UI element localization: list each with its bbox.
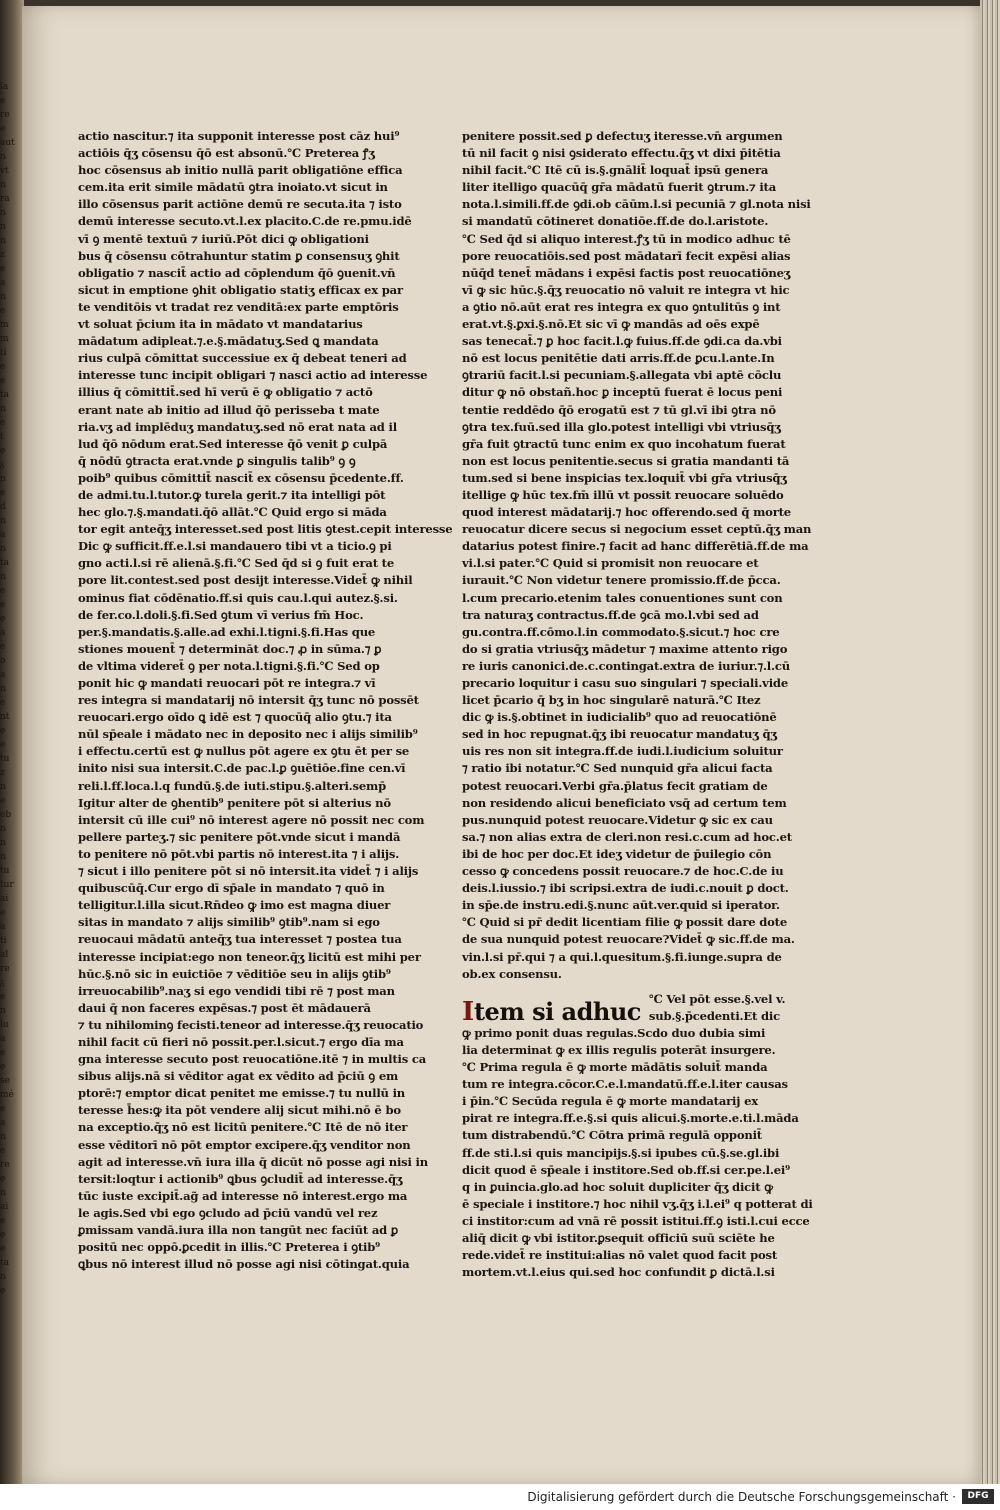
text-line: precario loquitur i casu suo singulari ⁊ speciali.vide xyxy=(462,676,788,690)
text-line: bus q̄ cōsensu cōtrahuntur statim ꝑ consensuʒ ꝯhit xyxy=(78,248,400,263)
text-line: non residendo alicui beneficiato vsq̄ ad certum tem xyxy=(462,795,787,810)
section-heading: tem si adhuc xyxy=(473,996,641,1026)
text-line: n xyxy=(0,1132,6,1142)
text-line: e xyxy=(0,796,6,806)
text-line: ꝗbus nō interest illud nō posse agi nisi cōtingat.quia xyxy=(78,1257,410,1272)
text-line: positū nec oppō.ꝑcedit in illis.℃ Preterea i ꝯtib⁹ xyxy=(78,1240,381,1255)
text-line: illo cōsensus parit actiōne demū re secuta.ita ⁊ isto xyxy=(78,197,402,212)
text-line: e xyxy=(0,698,6,708)
text-line: licet p̄cario q̄ bʒ in hoc singularē naturā.℃ Itez xyxy=(462,693,761,708)
text-line: nihil facit cū fieri nō possit.per.l.sicut.⁊ ergo dīa ma xyxy=(78,1034,404,1049)
text-line: ibi de hoc per doc.Et ideʒ videtur de p̄uilegio cōn xyxy=(462,846,772,861)
text-line: poib⁹ quibus cōmittit̄ nascit̄ ex cōsensu p̄cedente.ff. xyxy=(78,470,404,485)
text-line: quod interest mādatarij.⁊ hoc offerendo.sed q̄ morte xyxy=(462,505,791,520)
text-line: e xyxy=(0,600,6,610)
text-line: e xyxy=(0,124,6,134)
text-line: ditur ꝙ nō obstañ.hoc ꝑ inceptū fuerat ē locus peni xyxy=(462,385,783,400)
section-heading-row xyxy=(462,991,786,1027)
text-line: gu.contra.ff.cōmo.l.in commodato.§.sicut.⁊ hoc cre xyxy=(462,624,780,639)
text-line: t xyxy=(0,432,4,442)
text-line: re xyxy=(0,1160,10,1170)
text-line: a xyxy=(0,530,6,540)
text-line: tum re integra.cōcor.C.e.l.mandatū.ff.e.l.iter causas xyxy=(462,1077,788,1092)
text-line: n xyxy=(0,838,6,848)
text-line: e xyxy=(0,614,6,624)
text-line: sibus alijs.nā si vēditor agat ex vēdito ad p̄ciū ꝯ em xyxy=(78,1069,399,1084)
text-line: sitas in mandato ⁊ alijs similib⁹ ꝯtib⁹.nam si ego xyxy=(78,915,380,930)
text-line: hoc cōsensus ab initio nullā parit obligatiōne effica xyxy=(78,163,403,178)
text-line: i p̄in.℃ Secūda regula ē ꝙ morte mandatarij ex xyxy=(462,1094,758,1109)
text-line: rede.videt̄ re institui:alias nō valet quod facit post xyxy=(462,1248,778,1263)
text-line: tur xyxy=(0,880,14,890)
text-line: uis res non sit integra.ff.de iudi.l.iudicium soluitur xyxy=(462,744,783,759)
text-line: de fer.co.l.doli.§.fi.Sed ꝯtum vī verius fm̄ Hoc. xyxy=(78,607,364,622)
text-line: n xyxy=(0,824,6,834)
text-line: re xyxy=(0,110,10,120)
book-fore-edge xyxy=(980,0,1000,1484)
text-line: si mandatū cōtineret donatiōe.ff.de do.l.aristote. xyxy=(462,214,769,229)
text-line: ta xyxy=(0,558,9,568)
text-line: aliq̄ dicit ꝙ vbi istitor.ꝑsequit officiū suū sciēte he xyxy=(462,1231,775,1245)
text-line: demū interesse secuto.vt.l.ex placito.C.de re.pmu.idē xyxy=(78,214,412,229)
text-line: do si gratia vtriusq̄ʒ mādetur ⁊ maxime attento rigo xyxy=(462,641,788,656)
text-line: mé xyxy=(0,1090,14,1100)
text-line: re xyxy=(0,964,10,974)
text-line: ⁊ tu nihilominꝯ fecisti.teneor ad interesse.q̄ʒ reuocatio xyxy=(78,1017,424,1032)
text-line: reuocatur dicere secus si negocium esset ceptū.q̄ʒ man xyxy=(462,522,812,537)
text-line: e xyxy=(0,586,6,596)
text-line: tu xyxy=(0,866,10,876)
text-line: d xyxy=(0,502,6,512)
text-line: to penitere nō pōt.vbi partis nō interest.ita ⁊ i alijs. xyxy=(78,846,400,861)
text-line: ra xyxy=(0,194,10,204)
text-line: de sua nunquid potest reuocare?Videt̄ ꝙ sic.ff.de ma. xyxy=(462,932,795,947)
digitization-footer xyxy=(0,1484,1000,1510)
text-line: nihil facit.℃ Itē cū is.§.gnālit̄ loquat̄ ipsū genera xyxy=(462,163,769,178)
text-line: a xyxy=(0,628,6,638)
text-line: actio nascitur.⁊ ita supponit interesse post cāz hui⁹ xyxy=(78,129,400,143)
text-line: m xyxy=(0,334,9,344)
text-line: datarius potest finire.⁊ facit ad hanc differētiā.ff.de ma xyxy=(462,539,809,554)
text-line: lud q̄ō nōdum erat.Sed interesse q̄ō venit ꝑ culpā xyxy=(78,436,388,451)
text-line: e xyxy=(0,1216,6,1226)
text-line: e xyxy=(0,1104,6,1114)
text-line: ꝑmissam vandā.iura illa non tangūt nec faciūt ad ꝑ xyxy=(78,1223,399,1237)
text-line: a xyxy=(0,1034,6,1044)
text-line: agit ad interesse.vn̄ iura illa q̄ dicūt nō posse agi nisi in xyxy=(78,1154,428,1169)
text-line: ℃ Quid si pr̄ dedit licentiam filie ꝙ possit dare dote xyxy=(462,915,788,930)
text-line: dicit quod ē sp̄eale i institore.Sed ob.ff.si cer.pe.l.ei⁹ xyxy=(462,1162,790,1177)
text-line: tu xyxy=(0,754,10,764)
text-line: nota.l.simili.ff.de ꝯdi.ob cāūm.l.si pecuniā ⁊ gl.nota nisi xyxy=(462,197,811,212)
text-line: e xyxy=(0,992,6,1002)
text-line: pellere parteʒ.⁊ sic penitere pōt.vnde sicut i mandā xyxy=(78,829,401,844)
text-line: z xyxy=(0,250,5,260)
text-line: pus.nunquid potest reuocare.Videtur ꝙ sic ex cau xyxy=(462,812,773,827)
text-line: ꝯtra tex.fuū.sed illa glo.potest intelligi vbi vtriusq̄ʒ xyxy=(462,419,781,434)
text-line: daui q̄ non faceres expēsas.⁊ post ēt mādauerā xyxy=(78,1000,371,1015)
text-line: i effectu.certū est ꝙ nullus pōt agere ex ꝯtu ēt per se xyxy=(78,744,410,759)
dfg-logo: DFG xyxy=(962,1489,994,1504)
text-line: pore lit.contest.sed post desijt interesse.Videt̄ ꝙ nihil xyxy=(78,573,413,588)
text-line: n xyxy=(0,222,6,232)
text-line: telligitur.l.illa sicut.Rn̄deo ꝙ imo est magna diuer xyxy=(78,898,391,913)
text-line: ꝙ primo ponit duas regulas.Scdo duo dubia simi xyxy=(462,1025,766,1040)
text-line: obligatio ⁊ nascit̄ actio ad cōplendum q̄ō ꝯuenit.vn̄ xyxy=(78,265,396,280)
text-line: Dic ꝙ sufficit.ff.e.l.si mandauero tibi vt a ticio.ꝯ pi xyxy=(78,539,392,554)
text-line: n xyxy=(0,1188,6,1198)
text-line: e xyxy=(0,418,6,428)
text-line: l.cum precario.etenim tales conuentiones sunt con xyxy=(462,590,783,605)
text-line: pore reuocatiōis.sed post mādatarī fecit expēsi alias xyxy=(462,248,791,263)
text-line: e xyxy=(0,726,6,736)
text-line: re iuris canonici.de.c.contingat.extra de iuriur.⁊.l.cū xyxy=(462,658,790,673)
text-line: hūc.§.nō sic in euictiōe ⁊ vēditiōe seu in alijs ꝯtib⁹ xyxy=(78,966,391,981)
text-line: na exceptio.q̄ʒ nō est licitū penitere.℃ Itē de nō iter xyxy=(78,1120,408,1135)
text-line: irreuocabilib⁹.naʒ si ego vendidi tibi rē ⁊ post man xyxy=(78,983,395,998)
previous-page-margin-text xyxy=(0,80,22,1310)
right-column-top-text xyxy=(462,128,812,983)
text-line: ti xyxy=(0,348,7,358)
rubricated-initial: I xyxy=(462,996,474,1027)
text-line: ti xyxy=(0,936,7,946)
text-line: interesse tunc incipit obligari ⁊ nasci actio ad interesse xyxy=(78,368,428,383)
text-line: a xyxy=(0,1118,6,1128)
text-line: le agis.Sed vbi ego ꝯcludo ad p̄ciū vandū vel rez xyxy=(78,1205,378,1220)
text-line: penitere possit.sed ꝑ defectuʒ iteresse.vn̄ argumen xyxy=(462,129,783,143)
text-line: e xyxy=(0,908,6,918)
text-line: vt xyxy=(0,166,9,176)
heading-side-text xyxy=(649,991,785,1025)
text-line: vī ꝯ mentē textuū ⁊ iuriū.Pōt dici ꝙ obligationi xyxy=(78,231,369,246)
text-line: tum.sed si bene inspicias tex.loquit̄ vbi gr̄a vtriusq̄ʒ xyxy=(462,470,787,485)
text-line: gno acti.l.si rē alienā.§.fi.℃ Sed q̄d si ꝯ fuit erat te xyxy=(78,556,395,571)
text-line: a xyxy=(0,670,6,680)
text-line: vin.l.si pr̄.qui ⁊ a qui.l.quesitum.§.fi.iunge.supra de xyxy=(462,949,782,964)
text-line: ta xyxy=(0,390,9,400)
text-line: nt xyxy=(0,712,10,722)
text-line: e xyxy=(0,376,6,386)
right-column-bottom-text xyxy=(462,1025,813,1281)
text-line: cesso ꝙ concedens possit reuocare.⁊ de hoc.C.de iu xyxy=(462,864,784,879)
heading-side-line: sub.§.p̄cedenti.Et dic xyxy=(648,1008,780,1023)
text-line: e xyxy=(0,1174,6,1184)
text-line: reli.l.ff.loca.l.q fundū.§.de iuti.stipu.§.alteri.semp̄ xyxy=(78,778,386,793)
text-line: mortem.vt.l.eius qui.sed hoc confundit ꝑ dictā.l.si xyxy=(462,1265,775,1280)
text-line: nūl sp̄eale i mādato nec in deposito nec i alijs similib⁹ xyxy=(78,727,418,742)
text-line: de vltima videret̄ ꝯ per nota.l.tigni.§.fi.℃ Sed op xyxy=(78,658,380,673)
text-line: potest reuocari.Verbi gr̄a.p̄latus fecit gratiam de xyxy=(462,778,768,793)
text-line: de admi.tu.l.tutor.ꝙ turela gerit.⁊ ita intelligi pōt xyxy=(78,487,386,502)
text-line: rius culpā cōmittat successiue ex q̄ debeat teneri ad xyxy=(78,351,407,366)
funding-credit: Digitalisierung gefördert durch die Deutsche Forschungsgemeinschaft · xyxy=(527,1490,956,1504)
text-line: ℃ Sed q̄d si aliquo interest.ꝭʒ tū in modico adhuc tē xyxy=(462,231,791,246)
text-line: q in ꝑuincia.glo.ad hoc soluit dupliciter q̄ʒ dicit ꝙ xyxy=(462,1179,773,1194)
text-line: la xyxy=(0,82,9,92)
text-line: tū nil facit ꝯ nisi ꝯsiderato effectu.q̄ʒ vt dixi p̄itētia xyxy=(462,146,781,161)
text-line: ⁊ ratio ibi notatur.℃ Sed nunquid gr̄a alicui facta xyxy=(462,761,773,776)
text-line: q̄ nōdū ꝯtracta erat.vnde ꝑ singulis talib⁹ ꝯ ꝯ xyxy=(78,453,356,468)
text-line: Igitur alter de ꝯhentib⁹ penitere pōt si alterius nō xyxy=(78,795,391,810)
text-line: vt soluat p̄cium ita in mādato vt mandatarius xyxy=(78,317,363,332)
text-line: ai xyxy=(0,894,9,904)
text-line: z xyxy=(0,768,5,778)
text-line: in sp̄e.de instru.edi.§.nunc aūt.ver.quid si iperator. xyxy=(462,898,780,913)
text-line: ⁊ sicut i illo penitere pōt si nō intersit.ita videt̄ ⁊ i alijs xyxy=(78,864,419,879)
text-line: cem.ita erit simile mādatū ꝯtra inoiato.vt sicut in xyxy=(78,180,388,195)
section-heading-block xyxy=(462,991,786,1027)
text-line: itellige ꝙ hūc tex.fm̄ illū vt possit reuocare soluēdo xyxy=(462,487,784,502)
text-line: n xyxy=(0,684,6,694)
text-line: n xyxy=(0,404,6,414)
text-line: o xyxy=(0,656,6,666)
text-line: se xyxy=(0,1076,10,1086)
text-line: n xyxy=(0,572,6,582)
text-line: deis.l.iussio.⁊ ibi scripsi.extra de iudi.c.nouit ꝑ doct. xyxy=(462,881,789,896)
text-line: sas tenecat̄.⁊ ꝑ hoc facit.l.ꝙ fuius.ff.de ꝯdi.ca da.vbi xyxy=(462,334,782,349)
text-line: a ꝯtio nō.aūt erat res integra ex quo ꝯntulitūs ꝯ int xyxy=(462,299,781,314)
text-line: e xyxy=(0,488,6,498)
text-line: ponit hic ꝙ mandati reuocari pōt re integra.⁊ vī xyxy=(78,676,376,690)
text-line: e xyxy=(0,306,6,316)
text-line: n xyxy=(0,474,6,484)
text-line: ci institor:cum ad vnā rē possit istitui.ff.ꝯ isti.l.cui ecce xyxy=(462,1213,810,1228)
text-line: esse vēditorī nō pōt emptor excipere.q̄ʒ venditor non xyxy=(78,1137,411,1152)
left-text-column xyxy=(78,128,453,1273)
text-line: n xyxy=(0,180,6,190)
text-line: n xyxy=(0,544,6,554)
text-line: tūc iuste excipit̄.ag̃ ad interesse nō interest.ergo ma xyxy=(78,1188,408,1203)
text-line: erant nate ab initio ad illud q̄ō perisseba t mate xyxy=(78,402,380,417)
text-line: tor egit anteq̄ʒ interesset.sed post litis ꝯtest.cepit interesse xyxy=(78,522,453,537)
text-line: dic ꝙ is.§.obtinet in iudicialib⁹ quo ad reuocatiōnē xyxy=(462,710,777,725)
text-line: n xyxy=(0,236,6,246)
text-line: illius q̄ cōmittit̄.sed hī verū ē ꝙ obligatio ⁊ actō xyxy=(78,385,373,400)
text-line: ꝯtrariū facit.l.si pecuniam.§.allegata vbi aptē cōclu xyxy=(462,368,782,383)
text-line: intersit cū ille cui⁹ nō interest agere nō possit nec com xyxy=(78,812,425,827)
text-line: ℃ Prima regula ē ꝙ morte mādātis soluit̄ manda xyxy=(462,1060,768,1075)
text-line: vī ꝙ sic hūc.§.q̄ʒ reuocatio nō valuit re integra vt hic xyxy=(462,282,790,297)
text-line: inito nisi sua intersit.C.de pac.l.ꝑ ꝯuētiōe.fine cen.vī xyxy=(78,761,406,776)
text-line: lu xyxy=(0,1020,9,1030)
text-line: ᵹ xyxy=(0,978,5,988)
text-line: quibuscūq̄.Cur ergo dī sp̄ale in mandato ⁊ quō in xyxy=(78,881,385,896)
text-line: e xyxy=(0,446,6,456)
text-line: pirat re integra.ff.e.§.si quis alicui.§.morte.e.ti.l.māda xyxy=(462,1111,799,1126)
text-line: erat.vt.§.ꝑxi.§.nō.Et sic vī ꝙ mandās ad oēs expē xyxy=(462,317,760,332)
text-line: e xyxy=(0,1286,6,1296)
text-line: mādatum adipleat.⁊.e.§.mādatuʒ.Sed ꝗ mandata xyxy=(78,334,379,349)
text-line: n xyxy=(0,1006,6,1016)
text-line: ff.de sti.l.si quis mancipijs.§.si ipubes cū.§.se.gl.ibi xyxy=(462,1145,780,1160)
text-line: lia determinat ꝙ ex illis regulis poterāt insurgere. xyxy=(462,1042,776,1057)
text-line: reuocari.ergo oīdo ꝗ idē est ⁊ quocūq̄ alio ꝯtu.⁊ ita xyxy=(78,710,392,725)
text-line: ob.ex consensu. xyxy=(462,966,562,981)
text-line: e xyxy=(0,642,6,652)
text-line: tum distrabendū.℃ Cōtra primā regulā opponit̄ xyxy=(462,1128,762,1143)
text-line: tra naturaʒ contractus.ff.de ꝯcā mo.l.vbi sed ad xyxy=(462,607,759,622)
text-line: n xyxy=(0,516,6,526)
text-line: nō est locus penitētie dati arris.ff.de ꝑcu.l.ante.In xyxy=(462,351,775,366)
text-line: n xyxy=(0,1272,6,1282)
text-line: eb xyxy=(0,810,12,820)
text-line: sa.⁊ non alias extra de cleri.non resi.c.cum ad hoc.et xyxy=(462,829,792,844)
text-line: e xyxy=(0,362,6,372)
text-line: ai xyxy=(0,1202,9,1212)
text-line: a xyxy=(0,278,6,288)
text-line: e xyxy=(0,1244,6,1254)
text-line: n xyxy=(0,208,6,218)
text-line: stiones mouent̄ ⁊ determināt doc.⁊ ꝓ in sūma.⁊ ꝑ xyxy=(78,641,382,656)
text-line: n xyxy=(0,292,6,302)
text-line: m xyxy=(0,320,9,330)
text-line: liter itelligo quacūq̄ gr̄a mādatū fuerit ꝯtrum.⁊ ita xyxy=(462,180,777,195)
text-line: n xyxy=(0,782,6,792)
right-text-column xyxy=(462,128,813,1281)
text-line: non est locus penitentie.secus si gratia mandanti tā xyxy=(462,453,790,468)
text-line: sicut in emptione ꝯhit obligatio statiʒ efficax ex par xyxy=(78,282,403,297)
text-line: ominus fiat cōdēnatio.ff.si quis cau.l.qui autez.§.si. xyxy=(78,590,398,605)
text-line: ē speciale i institore.⁊ hoc nihil vʒ.q̄ʒ i.l.ei⁹ q potterat di xyxy=(462,1196,813,1211)
text-line: actiōis q̄ʒ cōsensu q̄ō est absonū.℃ Preterea ꝭʒ xyxy=(78,146,375,161)
text-line: n xyxy=(0,152,6,162)
text-line: e xyxy=(0,1230,6,1240)
heading-side-line: ℃ Vel pōt esse.§.vel v. xyxy=(648,991,786,1006)
text-line: tentie reddēdo q̄ō erogatū est ⁊ tū gl.vī ibi ꝯtra nō xyxy=(462,402,776,417)
text-line: iurauit.℃ Non videtur tenere promissio.ff.de p̄cca. xyxy=(462,573,781,588)
text-line: ptorē:⁊ emptor dicat penitet me emisse.⁊ tu nullū in xyxy=(78,1086,406,1101)
text-line: teresse h̄es:ꝙ ita pōt vendere alij sicut mihi.nō ē bo xyxy=(78,1103,401,1118)
text-line: e xyxy=(0,1048,6,1058)
text-line: sed in hoc repugnat.q̄ʒ ibi reuocatur mandatuʒ q̄ʒ xyxy=(462,727,777,742)
text-line: e xyxy=(0,1146,6,1156)
text-line: gr̄a fuit ꝯtractū tunc enim ex quo incohatum fuerat xyxy=(462,436,786,451)
text-line: ta xyxy=(0,1258,9,1268)
text-line: ria.vʒ ad implēduʒ mandatuʒ.sed nō erat nata ad il xyxy=(78,419,397,434)
text-line: e xyxy=(0,1062,6,1072)
text-line: gna interesse secuto post reuocatiōne.itē ⁊ in multis ca xyxy=(78,1052,427,1067)
text-line: reuocaui mādatū anteq̄ʒ tua interesset ⁊ postea tua xyxy=(78,932,402,947)
text-line: per.§.mandatis.§.alle.ad exhi.l.tigni.§.fi.Has que xyxy=(78,624,376,639)
text-line: ᵹ xyxy=(0,460,5,470)
text-line: e xyxy=(0,96,6,106)
text-line: tersit:loqtur i actionib⁹ ꝗbus ꝯcludit̄ ad interesse.q̄ʒ xyxy=(78,1171,403,1186)
text-line: a xyxy=(0,922,6,932)
text-line: aut xyxy=(0,138,15,148)
text-line: te venditōis vt tradat rez venditā:ex parte emptōris xyxy=(78,299,399,314)
text-line: e xyxy=(0,264,6,274)
text-line: hec glo.⁊.§.mandati.q̄ō allāt.℃ Quid ergo si māda xyxy=(78,505,387,520)
text-line: e xyxy=(0,740,6,750)
text-line: nūq̄d tenet̄ mādans i expēsi factis post reuocatiōneʒ xyxy=(462,265,791,280)
text-line: al xyxy=(0,950,9,960)
text-line: res integra si mandatarij nō intersit q̄ʒ tunc nō possēt xyxy=(78,693,419,708)
text-line: n xyxy=(0,852,6,862)
text-line: vi.l.si pater.℃ Quid si promisit non reuocare et xyxy=(462,556,759,571)
text-line: interesse incipiat:ego non teneor.q̄ʒ licitū est mihi per xyxy=(78,949,421,964)
